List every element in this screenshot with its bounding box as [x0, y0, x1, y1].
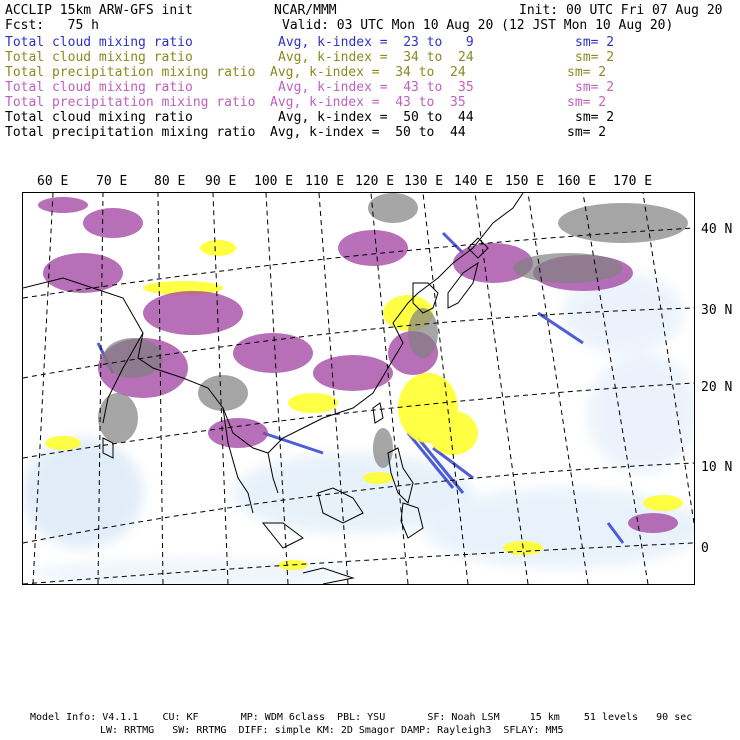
legend-field: Total cloud mixing ratio	[5, 35, 193, 50]
longitude-label: 100 E	[254, 174, 294, 189]
longitude-label: 110 E	[305, 174, 345, 189]
legend-field: Total cloud mixing ratio	[5, 50, 193, 65]
legend-field: Total precipitation mixing ratio	[5, 95, 256, 110]
map-svg	[23, 193, 694, 584]
legend-avg: Avg, k-index = 23 to 9	[278, 35, 474, 50]
longitude-label: 170 E	[613, 174, 653, 189]
latitude-label: 40 N	[701, 222, 733, 237]
map-panel	[22, 192, 695, 585]
legend-avg: Avg, k-index = 34 to 24	[270, 65, 466, 80]
legend-field: Total cloud mixing ratio	[5, 110, 193, 125]
latitude-label: 0	[701, 541, 709, 556]
legend-avg: Avg, k-index = 43 to 35	[278, 80, 474, 95]
longitude-label: 70 E	[96, 174, 128, 189]
model-info-line1: Model Info: V4.1.1 CU: KF MP: WDM 6class PBL: YSU SF: Noah LSM 15 km 51 levels 90 sec	[30, 712, 693, 723]
latitude-label: 20 N	[701, 380, 733, 395]
init-time: Init: 00 UTC Fri 07 Aug 20	[519, 3, 723, 18]
legend-field: Total precipitation mixing ratio	[5, 65, 256, 80]
valid-time: Valid: 03 UTC Mon 10 Aug 20 (12 JST Mon 10 Aug 20)	[282, 18, 674, 33]
legend-field: Total cloud mixing ratio	[5, 80, 193, 95]
legend-avg: Avg, k-index = 34 to 24	[278, 50, 474, 65]
legend-sm: sm= 2	[575, 35, 615, 50]
longitude-label: 90 E	[205, 174, 237, 189]
organization: NCAR/MMM	[274, 3, 337, 18]
legend-sm: sm= 2	[567, 65, 607, 80]
longitude-label: 120 E	[355, 174, 395, 189]
legend-sm: sm= 2	[575, 110, 615, 125]
legend-sm: sm= 2	[567, 95, 607, 110]
legend-avg: Avg, k-index = 50 to 44	[278, 110, 474, 125]
legend-sm: sm= 2	[575, 50, 615, 65]
model-title: ACCLIP 15km ARW-GFS init	[5, 3, 193, 18]
longitude-label: 140 E	[454, 174, 494, 189]
legend-avg: Avg, k-index = 50 to 44	[270, 125, 466, 140]
legend-sm: sm= 2	[567, 125, 607, 140]
legend-avg: Avg, k-index = 43 to 35	[270, 95, 466, 110]
legend-field: Total precipitation mixing ratio	[5, 125, 256, 140]
longitude-label: 60 E	[37, 174, 69, 189]
latitude-label: 10 N	[701, 460, 733, 475]
model-info-line2: LW: RRTMG SW: RRTMG DIFF: simple KM: 2D Smagor DAMP: Rayleigh3 SFLAY: MM5	[100, 725, 564, 736]
legend-sm: sm= 2	[575, 80, 615, 95]
longitude-label: 130 E	[404, 174, 444, 189]
forecast-hour: Fcst: 75 h	[5, 18, 99, 33]
longitude-label: 80 E	[154, 174, 186, 189]
longitude-label: 150 E	[505, 174, 545, 189]
longitude-label: 160 E	[557, 174, 597, 189]
latitude-label: 30 N	[701, 303, 733, 318]
